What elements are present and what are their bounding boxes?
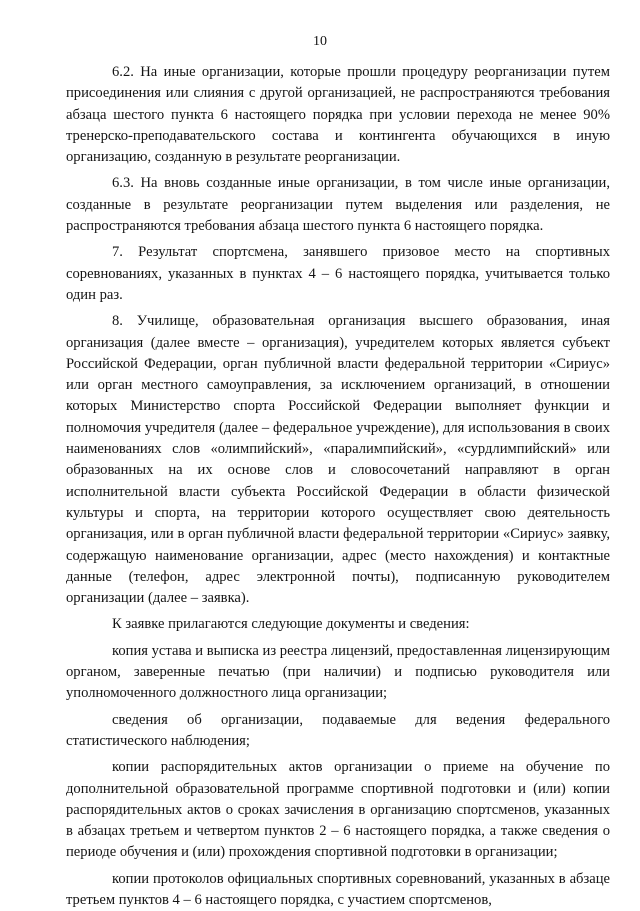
paragraph-attachments-intro: К заявке прилагаются следующие документы и сведения: xyxy=(112,616,470,633)
paragraph-6-3: 6.3. На вновь созданные иные организации, в том числе иные организации, созданные в результате реорганизации путем выделения или разделения, не распространяются требования абзаца шестого пункта 6 настоящего порядка. xyxy=(66,175,610,235)
paragraph-6-2: 6.2. На иные организации, которые прошли процедуру реорганизации путем присоединения или слияния с другой организацией, не распространяются требования абзаца шестого пункта 6 настоящего порядка при условии перехода не менее 90% тренерско-преподавательского состава и контингента обучающихся в иную организацию, созданную в результате реорганизации. xyxy=(66,64,610,166)
paragraph-competition-protocols: копии протоколов официальных спортивных соревнований, указанных в абзаце третьем пунктов 4 – 6 настоящего порядка, с участием спортсменов, xyxy=(66,870,610,908)
paragraph-admission-acts: копии распорядительных актов организации о приеме на обучение по дополнительной образовательной программе спортивной подготовки и (или) копии распорядительных актов о сроках зачисления в организацию спортсменов, указанных в абзацах третьем и четвертом пунктов 2 – 6 настоящего порядка, а также сведения о периоде обучения и (или) прохождения спортивной подготовки в организации; xyxy=(66,759,610,861)
paragraph-charter-copy: копия устава и выписка из реестра лицензий, предоставленная лицензирующим органом, заверенные печатью (при наличии) и подписью руководителя или уполномоченного должностного лица организации; xyxy=(66,642,610,702)
paragraph-7: 7. Результат спортсмена, занявшего призовое место на спортивных соревнованиях, указанных в пунктах 4 – 6 настоящего порядка, учитывается только один раз. xyxy=(66,244,610,303)
page-number: 10 xyxy=(313,34,327,49)
paragraph-8: 8. Училище, образовательная организация высшего образования, иная организация (далее вместе – организация), учредителем которых является субъект Российской Федерации, орган публичной власти федеральной территории «Сириус» или орган местного самоуправления, за исключением организаций, в отношении которых Министерство спорта Российской Федерации выполняет функции и полномочия учредителя (далее – федеральное учреждение), для использования в своих наименованиях слов «олимпийский», «паралимпийский», «сурдлимпийский» или образованных на их основе слов и словосочетаний направляют в орган исполнительной власти субъекта Российской Федерации в области физической культуры и спорта, на территории которого осуществляет свою деятельность организация, или в орган публичной власти федеральной территории «Сириус» заявку, содержащую наименование организации, адрес (место нахождения) и контактные данные (телефон, адрес электронной почты), подписанную руководителем организации (далее – заявка). xyxy=(66,313,610,607)
document-body xyxy=(66,62,610,911)
paragraph-organization-info: сведения об организации, подаваемые для ведения федерального статистического наблюдения; xyxy=(66,711,610,749)
